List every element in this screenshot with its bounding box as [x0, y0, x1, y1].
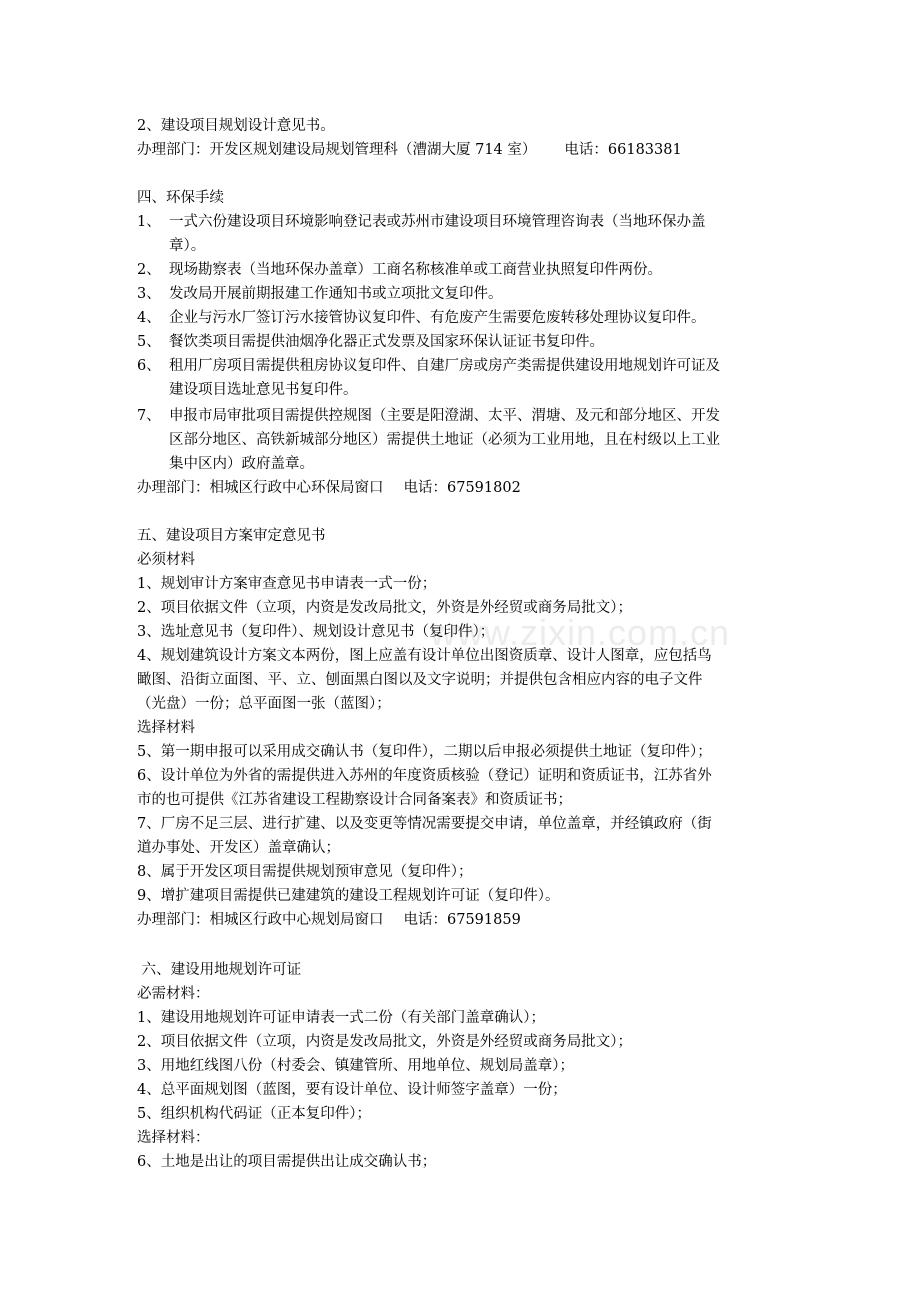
- s4-item-4: [137, 306, 706, 330]
- s4-item-num: 5、: [137, 334, 161, 350]
- s4-item-6: [137, 354, 720, 378]
- s4-item-text: 申报市局审批项目需提供控规图（主要是阳澄湖、太平、渭塘、及元和部分地区、开发: [169, 408, 720, 424]
- s4-item-num: 3、: [137, 286, 161, 302]
- s5-optional-line: 6、设计单位为外省的需提供进入苏州的年度资质核验（登记）证明和资质证书，江苏省外: [137, 768, 712, 784]
- s4-item-1-cont: 章）。: [169, 238, 206, 254]
- s4-item-1: [137, 210, 706, 234]
- s5-line: 1、规划审计方案审查意见书申请表一式一份；: [137, 576, 437, 592]
- s5-optional-line: 道办事处、开发区）盖章确认；: [137, 840, 340, 856]
- s4-item-7-cont: 集中区内）政府盖章。: [169, 456, 314, 472]
- s5-phone: 电话：67591859: [403, 912, 521, 928]
- s6-title: 六、建设用地规划许可证: [137, 962, 302, 978]
- s5-optional-line: 5、第一期申报可以采用成交确认书（复印件），二期以后申报必须提供土地证（复印件）；: [137, 744, 712, 760]
- s4-item-text: 发改局开展前期报建工作通知书或立项批文复印件。: [169, 286, 503, 302]
- s5-line: （光盘）一份；总平面图一张（蓝图）；: [137, 696, 391, 712]
- s3-phone: 电话：66183381: [564, 142, 682, 158]
- s4-item-text: 企业与污水厂签订污水接管协议复印件、有危废产生需要危废转移处理协议复印件。: [169, 310, 706, 326]
- s4-dept: 办理部门：相城区行政中心环保局窗口: [137, 480, 384, 496]
- s5-line: 2、项目依据文件（立项，内资是发改局批文，外资是外经贸或商务局批文）；: [137, 600, 632, 616]
- s4-item-num: 1、: [137, 214, 161, 230]
- s5-optional-line: 9、增扩建项目需提供已建建筑的建设工程规划许可证（复印件）。: [137, 888, 560, 904]
- s5-required-heading: 必须材料: [137, 552, 195, 568]
- s4-item-text: 一式六份建设项目环境影响登记表或苏州市建设项目环境管理咨询表（当地环保办盖: [169, 214, 706, 230]
- s5-dept-line: [137, 908, 521, 932]
- s5-line: 4、规划建筑设计方案文本两份，图上应盖有设计单位出图资质章、设计人图章，应包括鸟: [137, 648, 712, 664]
- s4-phone: 电话：67591802: [403, 480, 521, 496]
- s4-item-text: 现场勘察表（当地环保办盖章）工商名称核准单或工商营业执照复印件两份。: [169, 262, 662, 278]
- s6-optional-line: 6、土地是出让的项目需提供出让成交确认书；: [137, 1154, 437, 1170]
- s4-item-7: [137, 404, 720, 428]
- s6-line: 4、总平面规划图（蓝图，要有设计单位、设计师签字盖章）一份；: [137, 1082, 567, 1098]
- s5-optional-line: 市的也可提供《江苏省建设工程勘察设计合同备案表》和资质证书；: [137, 792, 572, 808]
- s4-item-num: 4、: [137, 310, 161, 326]
- s4-title: 四、环保手续: [137, 190, 224, 206]
- s3-dept-line: [137, 138, 682, 162]
- s4-item-3: [137, 282, 503, 306]
- s4-item-num: 2、: [137, 262, 161, 278]
- s4-item-text: 租用厂房项目需提供租房协议复印件、自建厂房或房产类需提供建设用地规划许可证及: [169, 358, 720, 374]
- s5-line: 3、选址意见书（复印件）、规划设计意见书（复印件）；: [137, 624, 495, 640]
- s5-optional-heading: 选择材料: [137, 720, 195, 736]
- s4-item-2: [137, 258, 662, 282]
- s6-required-heading: 必需材料：: [137, 986, 210, 1002]
- s6-line: 1、建设用地规划许可证申请表一式二份（有关部门盖章确认）；: [137, 1010, 545, 1026]
- s4-item-5: [137, 330, 604, 354]
- s5-line: 瞰图、沿街立面图、平、立、刨面黑白图以及文字说明；并提供包含相应内容的电子文件: [137, 672, 703, 688]
- s5-title: 五、建设项目方案审定意见书: [137, 528, 326, 544]
- s6-optional-heading: 选择材料：: [137, 1130, 210, 1146]
- s5-dept: 办理部门：相城区行政中心规划局窗口: [137, 912, 384, 928]
- s6-line: 5、组织机构代码证（正本复印件）；: [137, 1106, 371, 1122]
- watermark: www.zixin.com.cn: [430, 612, 731, 653]
- s3-item-2: 2、建设项目规划设计意见书。: [137, 118, 335, 134]
- s5-optional-line: 8、属于开发区项目需提供规划预审意见（复印件）；: [137, 864, 473, 880]
- s5-optional-line: 7、厂房不足三层、进行扩建、以及变更等情况需要提交申请，单位盖章，并经镇政府（街: [137, 816, 712, 832]
- s3-dept: 办理部门：开发区规划建设局规划管理科（漕湖大厦 714 室）: [137, 142, 537, 158]
- s4-item-num: 6、: [137, 358, 161, 374]
- s4-item-num: 7、: [137, 408, 161, 424]
- s4-dept-line: [137, 476, 521, 500]
- s4-item-6-cont: 建设项目选址意见书复印件。: [169, 382, 358, 398]
- s4-item-7-cont: 区部分地区、高铁新城部分地区）需提供土地证（必须为工业用地，且在村级以上工业: [169, 432, 720, 448]
- s4-item-text: 餐饮类项目需提供油烟净化器正式发票及国家环保认证证书复印件。: [169, 334, 604, 350]
- s6-line: 3、用地红线图八份（村委会、镇建管所、用地单位、规划局盖章）；: [137, 1058, 574, 1074]
- s6-line: 2、项目依据文件（立项，内资是发改局批文，外资是外经贸或商务局批文）；: [137, 1034, 632, 1050]
